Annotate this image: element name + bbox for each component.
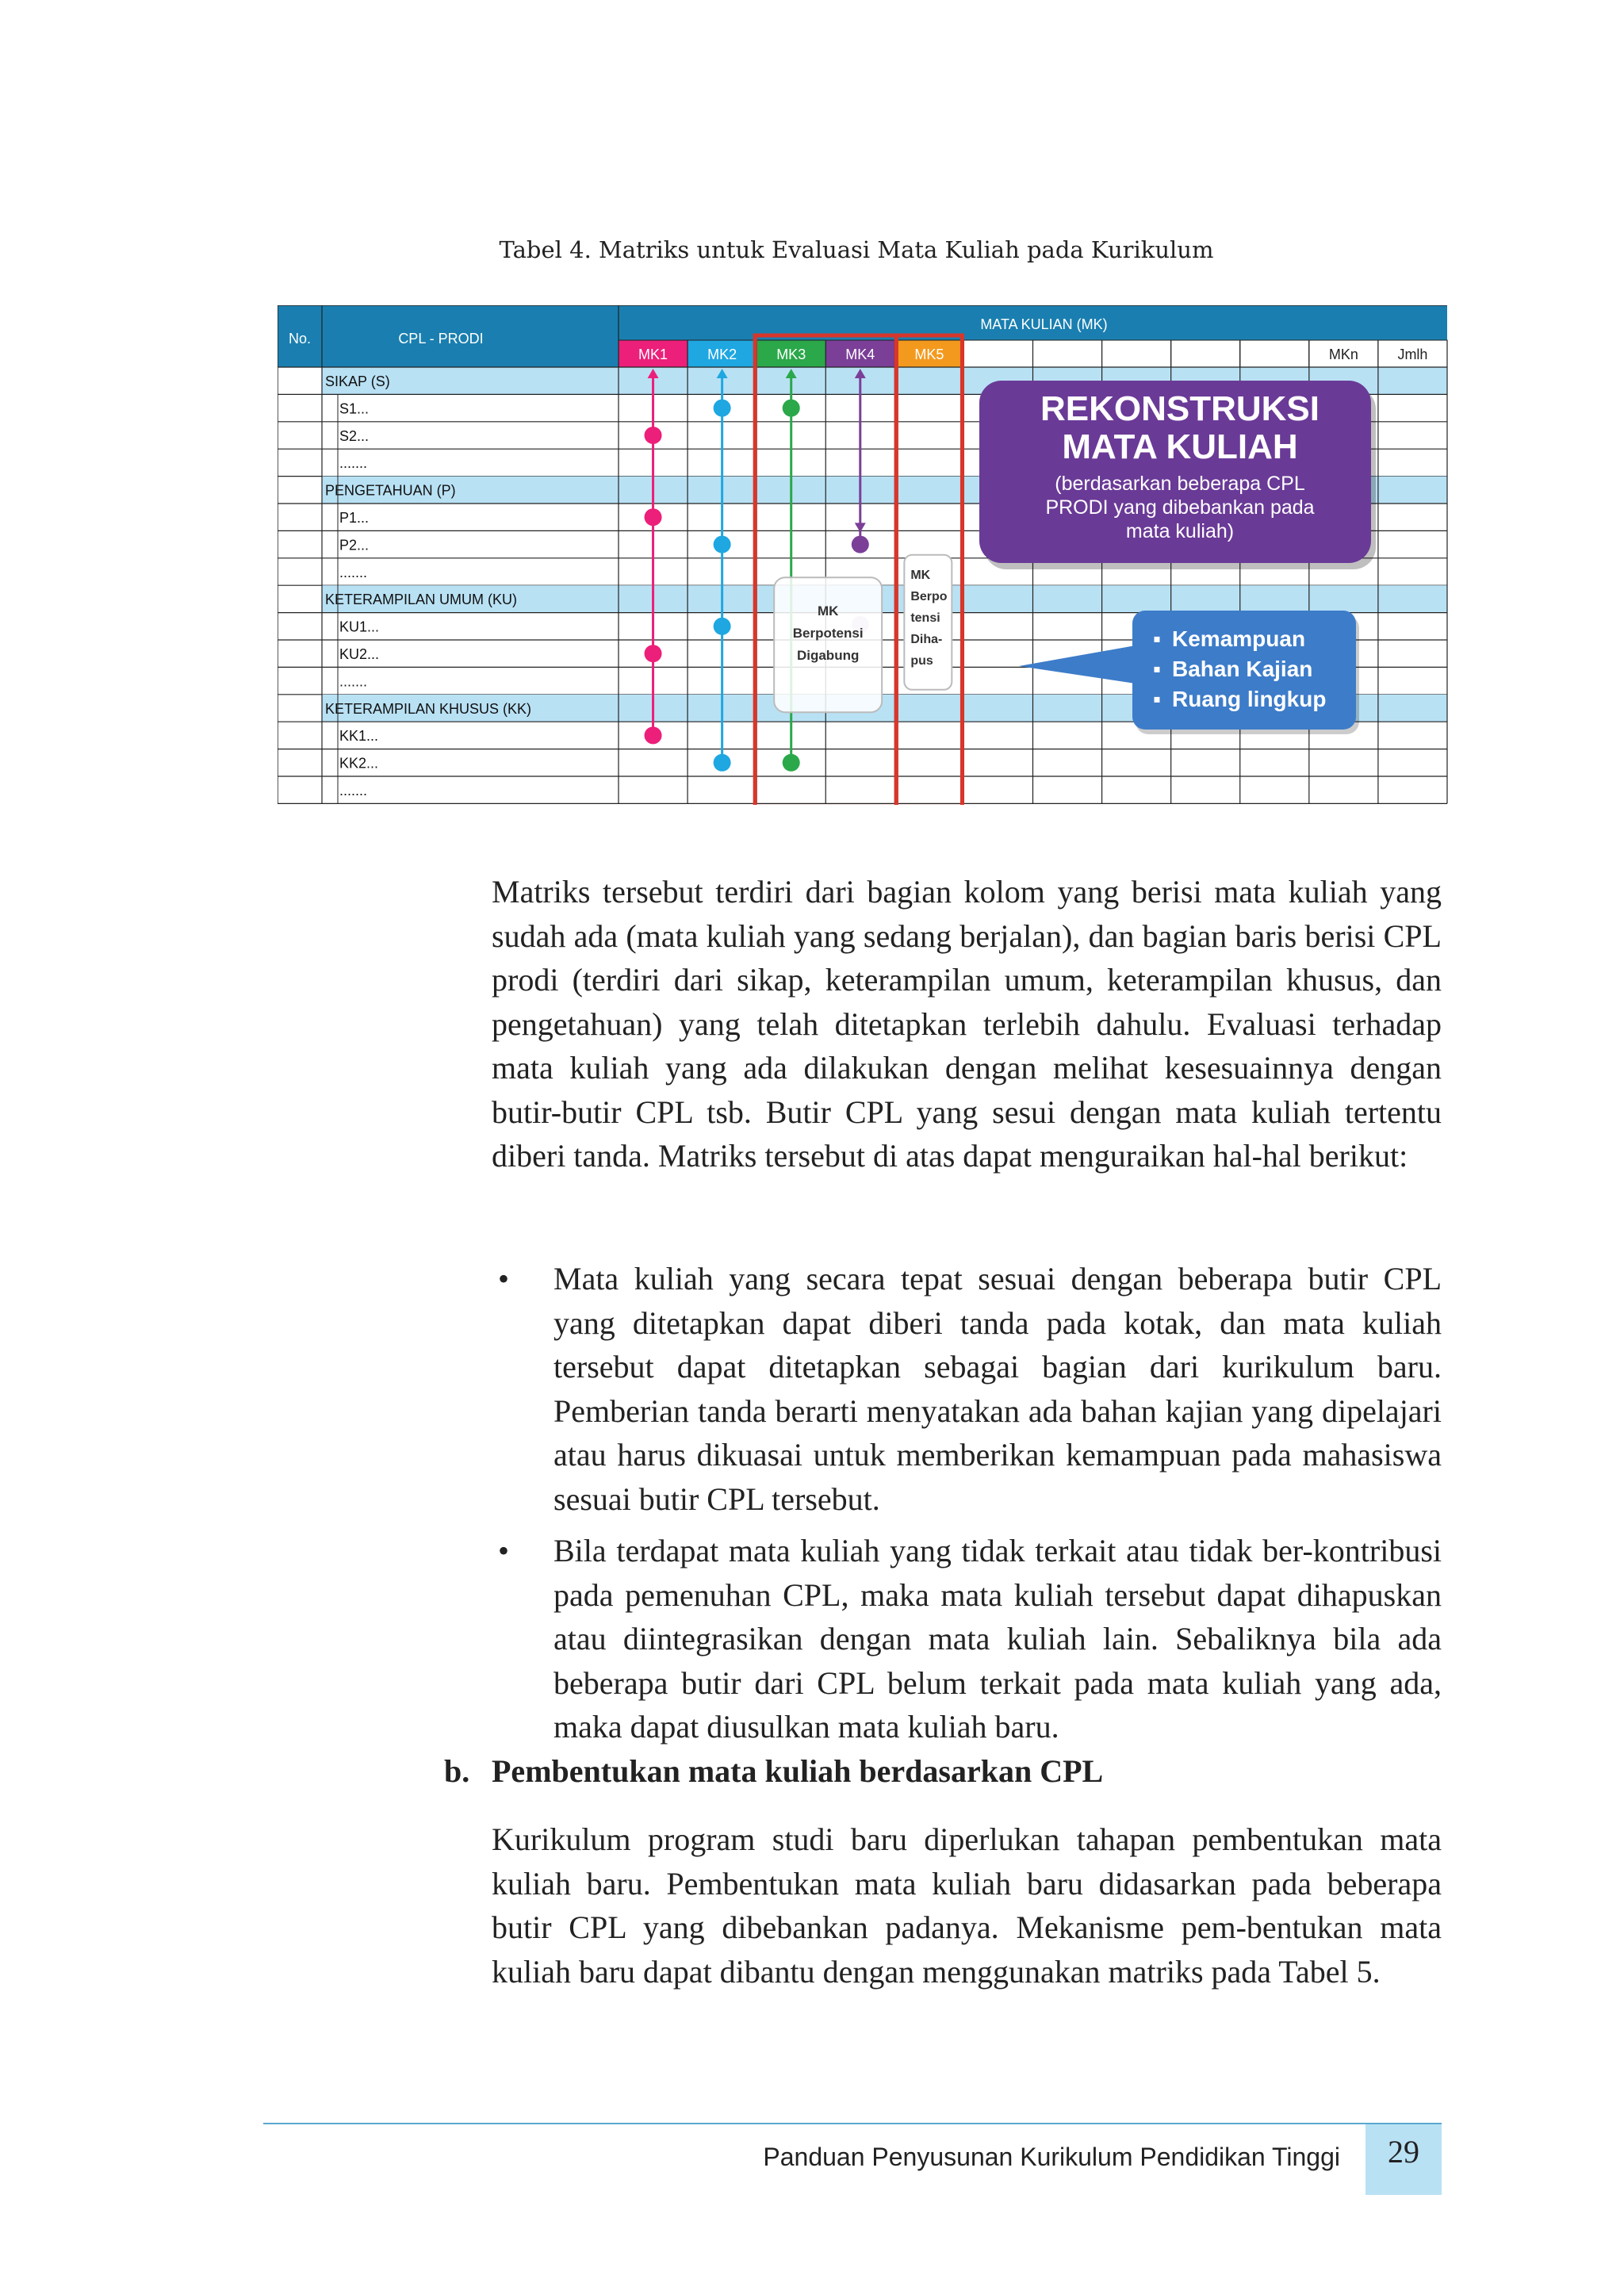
header-no-label: No. [288, 331, 312, 347]
callout-item: Kemampuan [1172, 626, 1306, 651]
callout-item: Ruang lingkup [1172, 687, 1327, 711]
merged-course-box [774, 577, 882, 712]
cpl-mark-dot [783, 400, 800, 417]
mk-column-label: MK1 [638, 347, 668, 362]
deleted-box-line: MK [910, 568, 931, 582]
cpl-mark-dot [645, 645, 662, 662]
section-heading [444, 1752, 1103, 1790]
cpl-mark-dot [645, 508, 662, 526]
deleted-box-line: pus [910, 653, 933, 668]
merged-box-line: Berpotensi [792, 626, 864, 642]
paragraph-new-course: Kurikulum program studi baru diperlukan tahapan pembentukan mata kuliah baru. Pembentukan mata kuliah baru didasarkan pada beberapa butir CPL yang dibebankan padanya. Mekanisme pem-bentukan mata kuliah baru dapat dibantu dengan menggunakan matriks pada Tabel 5. [492, 1821, 1442, 1990]
bullet-list [492, 1257, 1442, 1757]
mk-column-label: MK5 [914, 347, 944, 362]
mk-column-label: Jmlh [1397, 347, 1428, 362]
bullet-item [492, 1529, 1442, 1749]
cpl-row-label: ....... [339, 783, 368, 799]
cpl-row-label: ....... [339, 564, 368, 580]
cpl-row-label: P1... [339, 510, 370, 526]
cpl-row-label: S2... [339, 427, 370, 444]
mk-header-cell [1033, 340, 1102, 367]
cpl-row-label: S1... [339, 400, 370, 417]
bullet-item [492, 1257, 1442, 1521]
footer-divider [263, 2123, 1442, 2124]
callout-item: Bahan Kajian [1172, 657, 1313, 681]
footer-title: Panduan Penyusunan Kurikulum Pendidikan Tinggi [763, 2143, 1340, 2171]
deleted-box-line: tensi [910, 611, 940, 625]
page-number: 29 [1365, 2124, 1442, 2195]
paragraph-matrix-description: Matriks tersebut terdiri dari bagian kolom yang berisi mata kuliah yang sudah ada (mata kuliah yang sedang berjalan), dan bagian baris berisi CPL prodi (terdiri dari sikap, keterampilan umum, keterampilan khusus, dan pengetahuan) yang telah ditetapkan terlebih dahulu. Evaluasi terhadap mata kuliah yang ada dilakukan dengan melihat kesesuainnya dengan butir-butir CPL tsb. Butir CPL yang sesui dengan mata kuliah tertentu diberi tanda. Matriks tersebut di atas dapat menguraikan hal-hal berikut: [492, 874, 1442, 1174]
cpl-row-label: P2... [339, 537, 370, 553]
cpl-matrix-figure [278, 305, 1451, 805]
merged-box-line: Digabung [796, 648, 860, 664]
header-cpl-label: CPL - PRODI [398, 331, 484, 347]
category-row-label: KETERAMPILAN UMUM (KU) [325, 592, 518, 608]
merged-box-line: MK [817, 603, 839, 619]
section-number: b. [444, 1753, 470, 1789]
cpl-mark-dot [645, 427, 662, 444]
mk-column-label: MKn [1328, 347, 1358, 362]
cpl-mark-dot [714, 754, 731, 772]
bullet-text: Mata kuliah yang secara tepat sesuai dengan beberapa butir CPL yang ditetapkan dapat diberi tanda pada kotak, dan mata kuliah tersebut dapat ditetapkan sebagai bagian dari kurikulum baru. Pemberian tanda berarti menyatakan ada bahan kajian yang dipelajari atau harus dikuasai untuk memberikan kemampuan pada mahasiswa sesuai butir CPL tersebut. [553, 1261, 1442, 1517]
cpl-mark-dot [714, 400, 731, 417]
rekonstruksi-subtitle: (berdasarkan beberapa CPL [1055, 473, 1305, 495]
cpl-row-label: KU1... [339, 619, 380, 635]
mk-column-label: MK2 [707, 347, 737, 362]
cpl-mark-dot [714, 536, 731, 553]
bullet-dot-icon: • [498, 1533, 510, 1568]
rekonstruksi-title: MATA KULIAH [1062, 427, 1298, 466]
mk-column-label: MK4 [845, 347, 875, 362]
rekonstruksi-title: REKONSTRUKSI [1040, 389, 1320, 428]
cpl-row-label: KK2... [339, 755, 379, 772]
table-caption: Tabel 4. Matriks untuk Evaluasi Mata Kuliah pada Kurikulum [499, 236, 1214, 263]
mk-column-label: MK3 [776, 347, 806, 362]
cpl-row-label: KK1... [339, 728, 379, 745]
mk-header-cell [1102, 340, 1171, 367]
header-mk-label: MATA KULIAN (MK) [980, 316, 1108, 332]
cpl-row-label: ....... [339, 673, 368, 690]
cpl-row-label: KU2... [339, 646, 380, 662]
mk-header-cell [1171, 340, 1240, 367]
bullet-dot-icon: • [498, 1261, 510, 1296]
cpl-mark-dot [714, 618, 731, 635]
section-title: Pembentukan mata kuliah berdasarkan CPL [492, 1753, 1104, 1789]
callout-bullet-icon: ▪ [1153, 626, 1161, 651]
cpl-mark-dot [645, 726, 662, 744]
rekonstruksi-subtitle: mata kuliah) [1125, 520, 1235, 542]
rekonstruksi-subtitle: PRODI yang dibebankan pada [1045, 496, 1315, 519]
deleted-box-line: Berpo [910, 589, 948, 603]
mk-header-cell [1240, 340, 1309, 367]
callout-bullet-icon: ▪ [1153, 687, 1161, 711]
cpl-row-label: ....... [339, 455, 368, 472]
cpl-mark-dot [852, 536, 869, 553]
callout-bullet-icon: ▪ [1153, 657, 1161, 681]
cpl-mark-dot [783, 754, 800, 772]
category-row-label: KETERAMPILAN KHUSUS (KK) [325, 700, 532, 717]
category-row-label: SIKAP (S) [325, 373, 390, 389]
category-row-label: PENGETAHUAN (P) [325, 482, 456, 499]
mk-header-cell [963, 340, 1032, 367]
bullet-text: Bila terdapat mata kuliah yang tidak terkait atau tidak ber-kontribusi pada pemenuhan CPL, maka mata kuliah tersebut dapat dihapuskan atau diintegrasikan dengan mata kuliah lain. Sebaliknya bila ada beberapa butir dari CPL belum terkait pada mata kuliah yang ada, maka dapat diusulkan mata kuliah baru. [553, 1533, 1442, 1745]
callout-pointer [1019, 645, 1136, 684]
deleted-box-line: Diha- [910, 632, 943, 646]
